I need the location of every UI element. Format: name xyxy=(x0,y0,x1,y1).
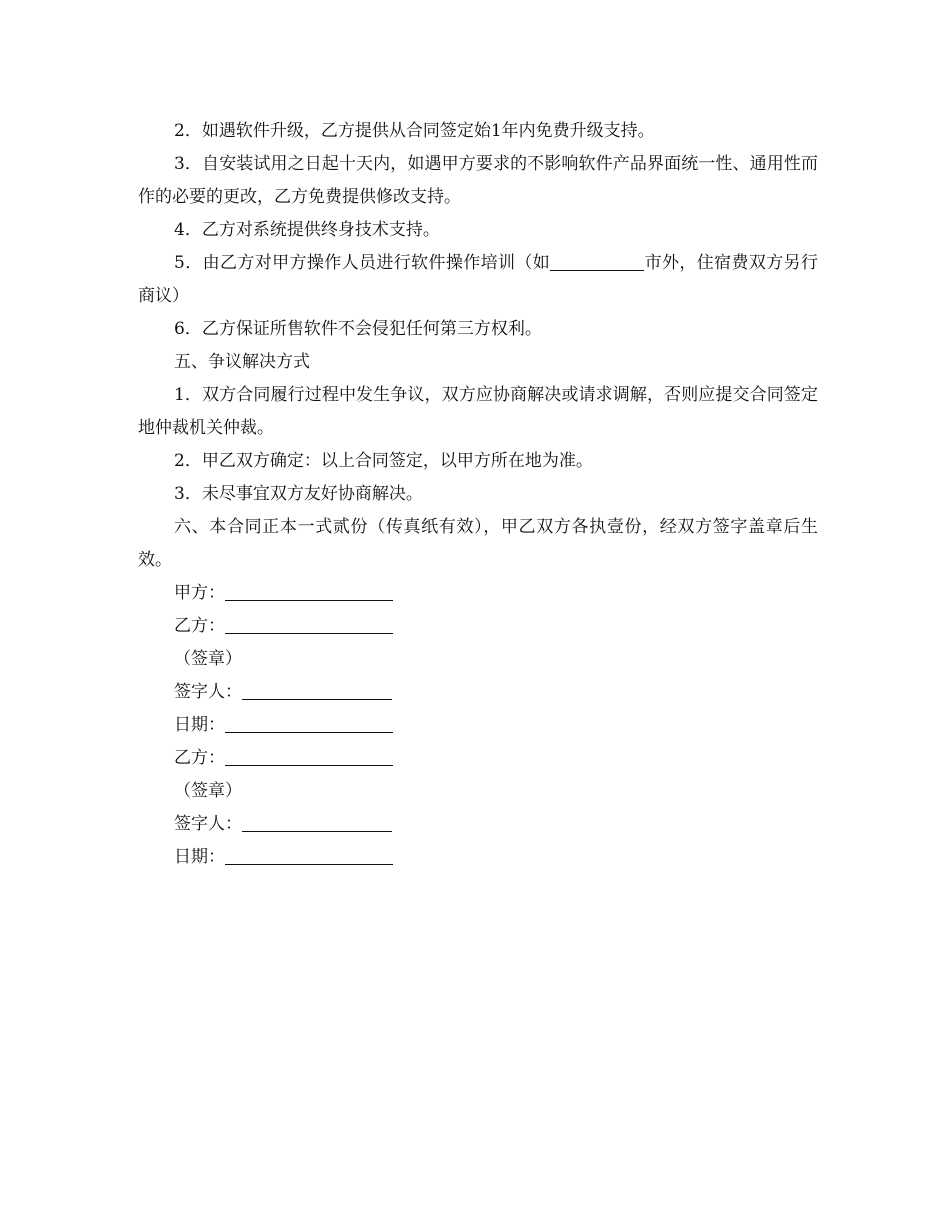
clause-3: 3．自安装试用之日起十天内，如遇甲方要求的不影响软件产品界面统一性、通用性而作的必要的更改，乙方免费提供修改支持。 xyxy=(138,154,818,207)
date-blank xyxy=(225,714,393,733)
contract-page xyxy=(138,115,818,874)
date-line-2 xyxy=(138,841,818,874)
party-b-line-2 xyxy=(138,742,818,775)
date-line xyxy=(138,709,818,742)
date-label-2: 日期： xyxy=(174,847,225,867)
seal-label: （签章） xyxy=(174,649,242,669)
signer-label-2: 签字人： xyxy=(174,814,242,834)
signer-line-2 xyxy=(138,808,818,841)
seal-label-2: （签章） xyxy=(174,781,242,801)
party-b-blank-2 xyxy=(225,747,393,766)
signer-blank-2 xyxy=(242,813,392,832)
party-b-blank xyxy=(225,615,393,634)
party-a-blank xyxy=(225,582,393,601)
date-blank-2 xyxy=(225,846,393,865)
clause-6: 6．乙方保证所售软件不会侵犯任何第三方权利。 xyxy=(174,319,542,339)
party-a-line xyxy=(138,577,818,610)
section-6: 六、本合同正本一式贰份（传真纸有效），甲乙双方各执壹份，经双方签字盖章后生效。 xyxy=(138,517,818,570)
party-b-label-2: 乙方： xyxy=(174,748,225,768)
signer-line xyxy=(138,676,818,709)
party-a-label: 甲方： xyxy=(174,583,225,603)
party-b-label: 乙方： xyxy=(174,616,225,636)
party-b-line xyxy=(138,610,818,643)
dispute-clause-1: 1．双方合同履行过程中发生争议，双方应协商解决或请求调解，否则应提交合同签定地仲裁机关仲裁。 xyxy=(138,385,818,438)
dispute-clause-3: 3．未尽事宜双方友好协商解决。 xyxy=(174,484,423,504)
clause-4: 4．乙方对系统提供终身技术支持。 xyxy=(174,220,440,240)
signer-blank xyxy=(242,681,392,700)
signer-label: 签字人： xyxy=(174,682,242,702)
dispute-clause-2: 2．甲乙双方确定：以上合同签定，以甲方所在地为准。 xyxy=(174,451,593,471)
clause-5-before: 5．由乙方对甲方操作人员进行软件操作培训（如 xyxy=(174,253,551,273)
clause-5-after: 市外，住宿费双方另行商议） xyxy=(138,253,818,306)
section-5-heading: 五、争议解决方式 xyxy=(174,352,310,372)
clause-5 xyxy=(138,247,818,313)
clause-2: 2．如遇软件升级，乙方提供从合同签定始1年内免费升级支持。 xyxy=(174,121,655,141)
training-location-blank xyxy=(550,252,644,271)
date-label: 日期： xyxy=(174,715,225,735)
